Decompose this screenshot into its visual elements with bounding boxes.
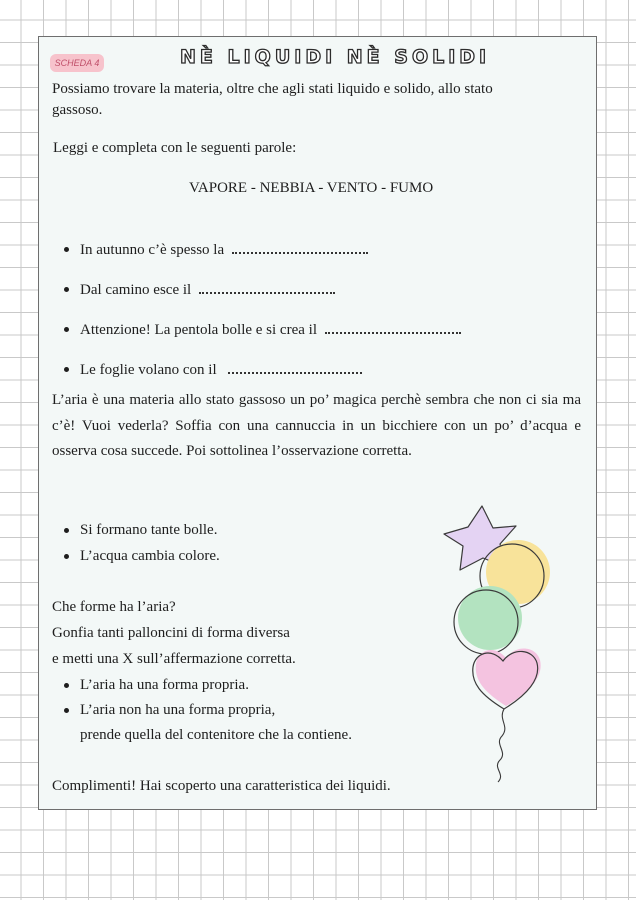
fill-item-4 (80, 358, 362, 381)
fill-item-4-text: Le foglie volano con il (80, 362, 217, 378)
balloons-illustration (436, 500, 560, 790)
balloon-string-icon (497, 709, 504, 782)
fill-item-2-text: Dal camino esce il (80, 282, 192, 298)
air-shape-option-1[interactable]: L’aria ha una forma propria. (80, 674, 249, 696)
sheet-number-badge: SCHEDA 4 (50, 54, 104, 72)
conclusion-text: Complimenti! Hai scoperto una caratteristica dei liquidi. (52, 778, 391, 794)
air-shape-option-2[interactable]: L’aria non ha una forma propria, (80, 699, 275, 721)
fill-item-1-text: In autunno c’è spesso la (80, 242, 225, 258)
page-title: NÈ LIQUIDI NÈ SOLIDI (180, 46, 491, 68)
heart-balloon-icon (473, 648, 541, 709)
word-bank: VAPORE - NEBBIA - VENTO - FUMO (189, 180, 434, 196)
observation-option-1[interactable]: Si formano tante bolle. (80, 519, 217, 541)
answer-blank-1[interactable] (232, 238, 368, 254)
observation-option-2[interactable]: L’acqua cambia colore. (80, 545, 220, 567)
intro-line-1: Possiamo trovare la materia, oltre che agli stati liquido e solido, allo stato (52, 81, 493, 97)
answer-blank-2[interactable] (199, 278, 335, 294)
green-balloon-icon (454, 586, 522, 654)
fill-item-3-text: Attenzione! La pentola bolle e si crea il (80, 322, 317, 338)
answer-blank-4[interactable] (228, 358, 362, 374)
answer-blank-3[interactable] (325, 318, 461, 334)
intro-line-2: gassoso. (52, 102, 103, 118)
exercise-1-instruction: Leggi e completa con le seguenti parole: (53, 140, 297, 156)
fill-item-1 (80, 238, 368, 261)
fill-item-2 (80, 278, 335, 301)
air-shape-question: Che forme ha l’aria? (52, 599, 176, 615)
air-shape-option-2-continued: prende quella del contenitore che la contiene. (80, 727, 352, 743)
fill-item-3 (80, 318, 461, 341)
air-shape-instruction-2: e metti una X sull’affermazione corretta. (52, 651, 296, 667)
air-shape-instruction-1: Gonfia tanti palloncini di forma diversa (52, 625, 290, 641)
air-experiment-paragraph: L’aria è una materia allo stato gassoso un po’ magica perchè sembra che non ci sia ma c’è! Vuoi vederla? Soffia con una cannuccia in un bicchiere con un po’ d’acqua e osserva cosa succede. Poi sottolinea l’osservazione corretta. (52, 392, 581, 459)
